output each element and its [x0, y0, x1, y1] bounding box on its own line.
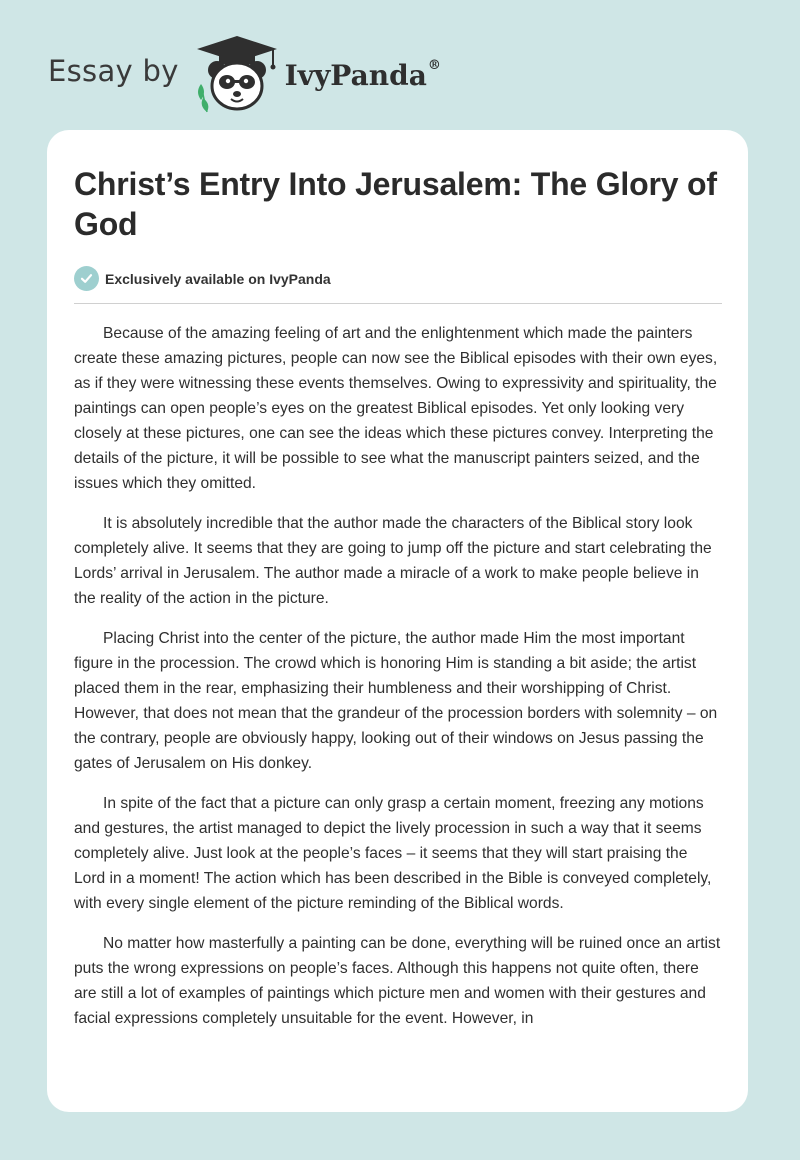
essay-body [74, 321, 722, 1031]
paragraph: Placing Christ into the center of the picture, the author made Him the most important figure in the procession. The crowd which is honoring Him is standing a bit aside; the artist placed them in the rear, emphasizing their humbleness and their worshipping of Christ. However, that does not mean that the grandeur of the procession borders with solemnity – on the contrary, people are obviously happy, looking out of their windows on Jesus passing the gates of Jerusalem on His donkey. [74, 630, 718, 772]
brand-text: IvyPanda [284, 59, 427, 92]
paragraph: No matter how masterfully a painting can be done, everything will be ruined once an artist puts the wrong expressions on people’s faces. Although this happens not quite often, there are still a lot of examples of paintings which picture men and women with their gestures and facial expressions completely unsuitable for the event. However, in [74, 935, 721, 1027]
checkmark-icon [74, 266, 99, 291]
registered-mark: ® [427, 58, 441, 73]
ivypanda-logo-icon[interactable] [193, 34, 281, 114]
exclusive-badge-label: Exclusively available on IvyPanda [105, 270, 331, 287]
exclusive-badge [74, 266, 722, 291]
site-header [48, 34, 608, 114]
paragraph: Because of the amazing feeling of art and the enlightenment which made the painters create these amazing pictures, people can now see the Biblical episodes with their own eyes, as if they were witnessing these events themselves. Owing to expressivity and spirituality, the paintings can open people’s eyes on the greatest Biblical episodes. Yet only looking very closely at these pictures, one can see the ideas which these pictures convey. Interpreting the details of the picture, it will be possible to see what the manuscript painters seized, and the issues which they omitted. [74, 325, 718, 492]
paragraph: It is absolutely incredible that the author made the characters of the Biblical story look completely alive. It seems that they are going to jump off the picture and start celebrating the Lords’ arrival in Jerusalem. The author made a miracle of a work to make people believe in the reality of the action in the picture. [74, 515, 712, 607]
essay-title: Christ’s Entry Into Jerusalem: The Glory of God [74, 166, 717, 242]
essay-card [47, 130, 748, 1112]
paragraph: In spite of the fact that a picture can only grasp a certain moment, freezing any motions and gestures, the artist managed to depict the lively procession in such a way that it seems completely alive. Just look at the people’s faces – it seems that they will start praising the Lord in a moment! The action which has been described in the Bible is conveyed completely, with every single element of the picture reminding of the Biblical words. [74, 795, 712, 912]
essay-by-label: Essay by [48, 54, 179, 88]
divider [74, 303, 722, 304]
brand-name[interactable] [285, 58, 441, 92]
